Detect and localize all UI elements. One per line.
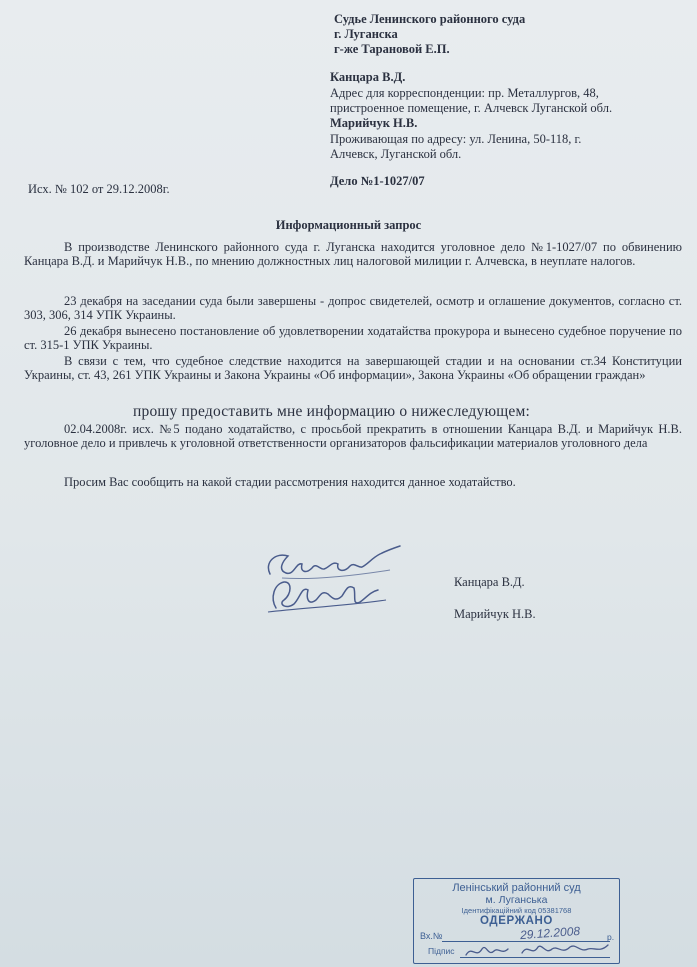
sender1-address-line-2: пристроенное помещение, г. Алчевск Луганской обл. <box>330 101 613 115</box>
signatory-1-name: Канцара В.Д. <box>454 575 525 589</box>
stamp-year-suffix: р. <box>607 932 615 942</box>
sender1-name: Канцара В.Д. <box>330 70 406 84</box>
handwritten-signature-2 <box>262 572 392 618</box>
paragraph-6: Просим Вас сообщить на какой стадии рассмотрения находится данное ходатайство. <box>64 475 516 489</box>
addressee-line-3: г-же Тарановой Е.П. <box>334 42 450 56</box>
stamp-sign-label: Підпис <box>428 946 455 956</box>
outgoing-number: Исх. № 102 от 29.12.2008г. <box>28 182 170 196</box>
sender2-address-line-2: Алчевск, Луганской обл. <box>330 147 462 161</box>
stamp-city: м. Луганська <box>485 894 548 906</box>
signatory-2-name: Марийчук Н.В. <box>454 607 536 621</box>
paragraph-1: В производстве Ленинского районного суда г. Луганска находится уголовное дело №1-1027/07 по обвинению Канцара В.Д. и Марийчук Н.В., по мнению должностных лиц налоговой милиции г. Алчевска, в неуплате налогов. <box>24 240 682 268</box>
document-title: Информационный запрос <box>275 218 422 232</box>
stamp-id-code: Ідентифікаційний код 05381768 <box>461 906 572 915</box>
paragraph-3: 26 декабря вынесено постановление об удовлетворении ходатайства прокурора и вынесено судебное поручение по ст. 315-1 УПК Украины. <box>24 324 682 352</box>
stamp-handwritten-signature <box>462 939 614 961</box>
request-line: прошу предоставить мне информацию о нижеследующем: <box>133 403 530 420</box>
paragraph-5: 02.04.2008г. исх. №5 подано ходатайство, с просьбой прекратить в отношении Канцара В.Д. и Марийчук Н.В. уголовное дело и привлечь к уголовной ответственности организаторов фальсификации материалов уголовного дела <box>24 422 682 450</box>
stamp-incoming-label: Вх.№ <box>420 931 443 941</box>
sender2-name: Марийчук Н.В. <box>330 116 418 130</box>
paragraph-2: 23 декабря на заседании суда были завершены - допрос свидетелей, осмотр и оглашение документов, согласно ст. 303, 306, 314 УПК Украины. <box>24 294 682 322</box>
paragraph-4: В связи с тем, что судебное следствие находится на завершающей стадии и на основании ст.34 Конституции Украины, ст. 43, 261 УПК Украины и Закона Украины «Об информации», Закона Украины «Об обращении граждан» <box>24 354 682 382</box>
addressee-line-2: г. Луганска <box>334 27 398 41</box>
case-number: Дело №1-1027/07 <box>330 174 425 188</box>
court-receipt-stamp <box>413 878 620 964</box>
sender2-address-line-1: Проживающая по адресу: ул. Ленина, 50-118, г. <box>330 132 582 146</box>
addressee-line-1: Судье Ленинского районного суда <box>334 12 526 26</box>
stamp-court-name: Ленінський районний суд <box>452 882 581 894</box>
sender1-address-line-1: Адрес для корреспонденции: пр. Металлургов, 48, <box>330 86 599 100</box>
stamp-handwritten-date: 29.12.2008 <box>519 923 581 943</box>
stamp-received: ОДЕРЖАНО <box>480 915 553 927</box>
